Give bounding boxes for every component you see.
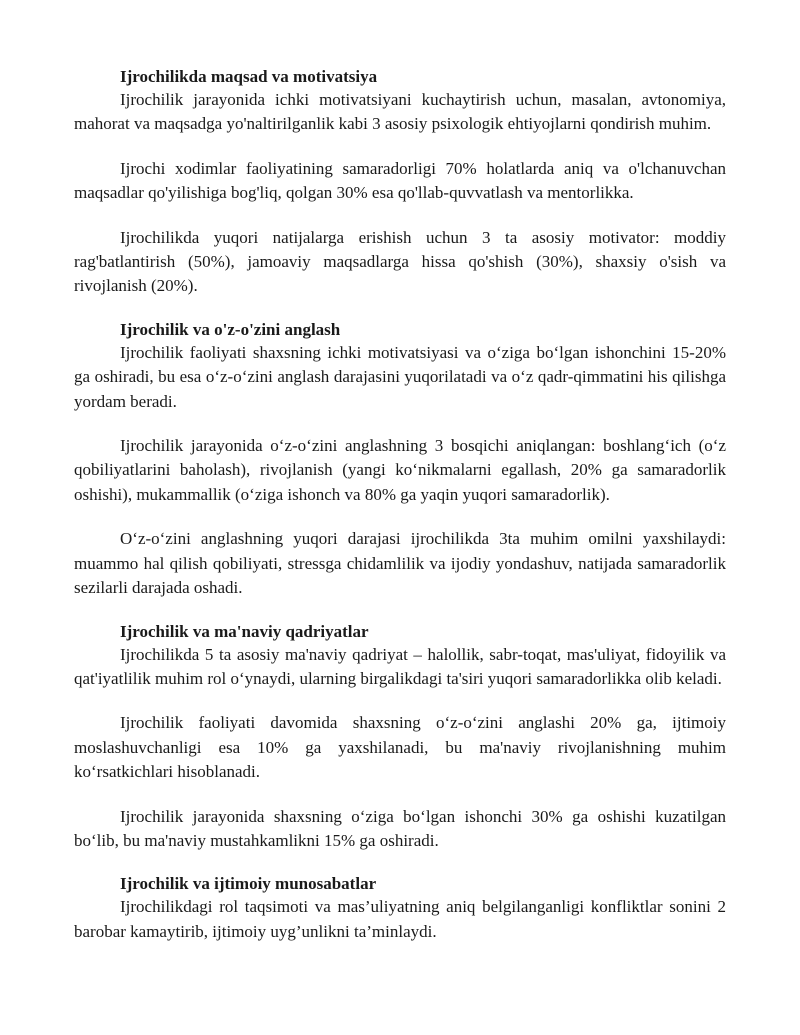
paragraph: Ijrochilik jarayonida ichki motivatsiyani kuchaytirish uchun, masalan, avtonomiya, mahorat va maqsadga yo'naltirilganlik kabi 3 asosiy psixologik ehtiyojlarni qondirish muhim. [74,90,726,134]
paragraph: O‘z-o‘zini anglashning yuqori darajasi ijrochilikda 3ta muhim omilni yaxshilaydi: muammo hal qilish qobiliyati, stressga chidamlilik va ijodiy yondashuv, natijada samaradorlik sezilarli darajada oshadi. [74,529,726,598]
section-heading: Ijrochilik va ma'naviy qadriyatlar [120,621,369,641]
document-page [74,66,726,944]
paragraph: Ijrochi xodimlar faoliyatining samaradorligi 70% holatlarda aniq va o'lchanuvchan maqsadlar qo'yilishiga bog'liq, qolgan 30% esa qo'llab-quvvatlash va mentorlikka. [74,158,726,203]
paragraph: Ijrochilik faoliyati davomida shaxsning o‘z-o‘zini anglashi 20% ga, ijtimoiy moslashuvchanligi esa 10% ga yaxshilanadi, bu ma'naviy rivojlanishning muhim ko‘rsatkichlari hisoblanadi. [74,713,726,782]
section-ozini-anglash [74,319,726,601]
paragraph: Ijrochilik faoliyati shaxsning ichki motivatsiyasi va o‘ziga bo‘lgan ishonchini 15-20% ga oshiradi, bu esa o‘z-o‘zini anglash darajasini yuqorilatadi va o‘z qadr-qimmatini his qilishga yordam beradi. [74,342,726,411]
paragraph: Ijrochilikdagi rol taqsimoti va mas’uliyatning aniq belgilanganligi konfliktlar sonini 2 barobar kamaytirib, ijtimoiy uyg’unlikni ta’minlaydi. [74,897,726,941]
section-heading: Ijrochilik va ijtimoiy munosabatlar [120,874,377,894]
section-heading: Ijrochilik va o'z-o'zini anglash [120,319,341,339]
paragraph: Ijrochilik jarayonida shaxsning o‘ziga bo‘lgan ishonchi 30% ga oshishi kuzatilgan bo‘lib, bu ma'naviy mustahkamlikni 15% ga oshiradi. [74,806,726,850]
section-heading: Ijrochilikda maqsad va motivatsiya [120,67,378,86]
section-manaviy-qadriyatlar [74,621,726,854]
paragraph: Ijrochilikda 5 ta asosiy ma'naviy qadriyat – halollik, sabr-toqat, mas'uliyat, fidoyilik va qat'iyatlilik muhim rol o‘ynaydi, ularning birgalikdagi ta'siri yuqori samaradorlikka olib keladi. [74,644,726,688]
section-ijtimoiy-munosabatlar [74,873,726,944]
section-maqsad-motivatsiya [74,66,726,299]
paragraph: Ijrochilik jarayonida o‘z-o‘zini anglashning 3 bosqichi aniqlangan: boshlang‘ich (o‘z qobiliyatlarini baholash), rivojlanish (yangi ko‘nikmalarni egallash, 20% ga samaradorlik oshishi), mukammallik (o‘ziga ishonch va 80% ga yaqin yuqori samaradorlik). [74,436,726,504]
paragraph: Ijrochilikda yuqori natijalarga erishish uchun 3 ta asosiy motivator: moddiy rag'batlantirish (50%), jamoaviy maqsadlarga hissa qo'shish (30%), shaxsiy o'sish va rivojlanish (20%). [74,227,726,296]
